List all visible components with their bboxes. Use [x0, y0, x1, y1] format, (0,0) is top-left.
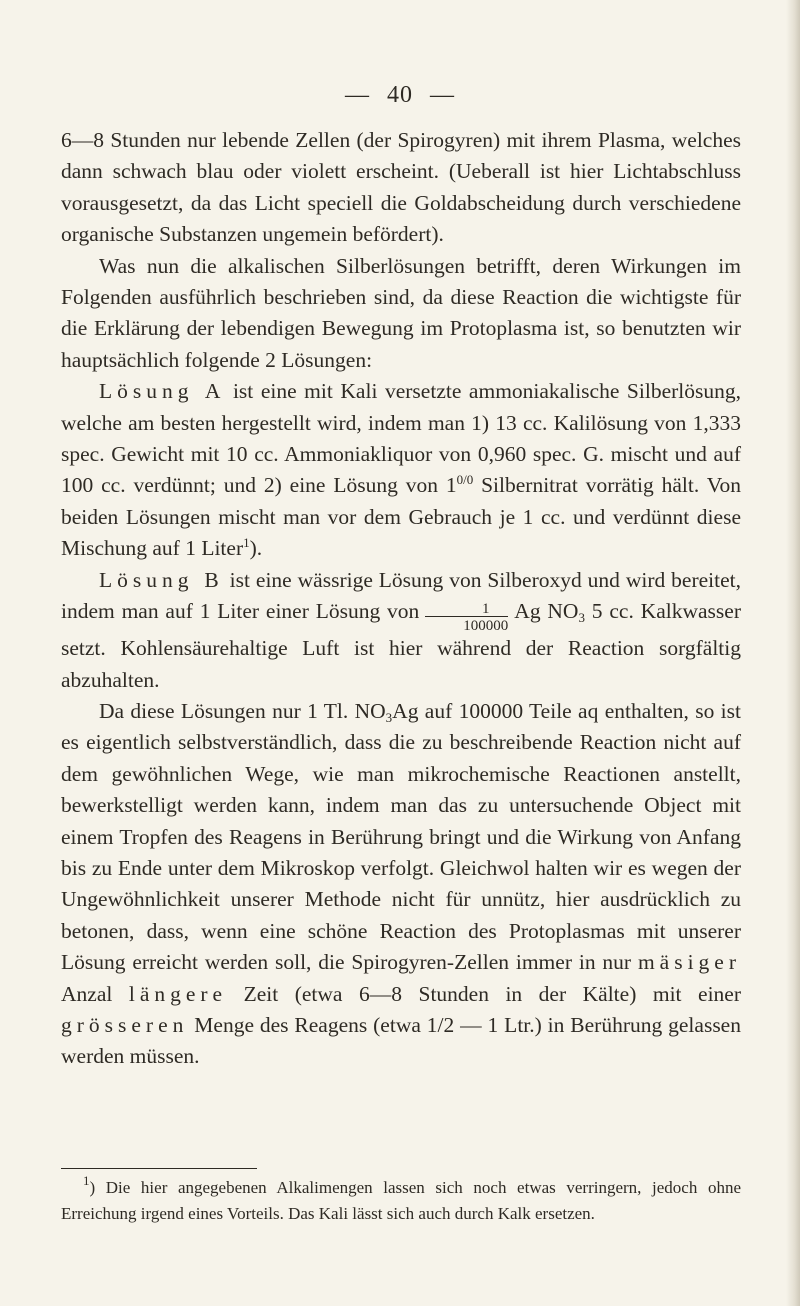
fraction-denominator: 100000	[463, 618, 509, 635]
paragraph-5-text-c: Anzal	[61, 981, 129, 1006]
footnote-text: ) Die hier angegebenen Alkalimengen lassen sich noch etwas verringern, jedoch ohne Erreichung irgend eines Vorteils. Das Kali lässt sich auch durch Kalk ersetzen.	[61, 1178, 741, 1223]
body-text	[61, 125, 741, 1073]
paragraph-5-text-a: Da diese Lösungen nur 1 Tl. NO	[99, 698, 386, 723]
page-header	[0, 82, 800, 109]
fraction-numerator: 1	[425, 602, 508, 617]
spaced-word-laengere: längere	[128, 981, 228, 1006]
paragraph-5-text-e: Menge des Reagens (etwa	[188, 1012, 427, 1037]
paragraph-3-text-a: ist eine mit Kali versetzte ammoniakalische Silberlösung, welche am besten hergestellt wird, indem man 1) 13 cc. Kalilösung von 1,333 spec. Gewicht mit 10 cc. Ammoniakliquor von 0,960 spec. G. mischt und auf 100 cc. verdünnt; und 2) eine Lösung von 1	[61, 379, 741, 498]
half-fraction: 1/2	[426, 1012, 455, 1037]
paragraph-4-formula: Ag NO	[514, 599, 579, 624]
paragraph-4-text-c: 5 cc. Kalkwasser setzt. Kohlensäurehaltige Luft ist hier während der Reaction sorgfältig abzuhalten.	[61, 599, 741, 692]
spaced-word-groesseren: grösseren	[61, 1012, 189, 1037]
spaced-word-maesiger: mäsiger	[637, 950, 741, 975]
paragraph-3	[61, 376, 741, 564]
formula-subscript: 3	[578, 610, 585, 626]
footnote-reference: 1	[243, 535, 250, 551]
paragraph-5	[61, 696, 741, 1073]
paragraph-3-text-b: Silbernitrat vorrätig hält. Von beiden Lösungen mischt man vor dem Gebrauch je 1 cc. und verdünnt diese Mischung auf 1 Liter	[61, 473, 741, 561]
page-number: 40	[387, 82, 413, 108]
footnote	[61, 1175, 741, 1227]
paragraph-2: Was nun die alkalischen Silberlösungen betrifft, deren Wirkungen im Folgenden ausführlich beschrieben sind, da diese Reaction die wichtigste für die Erklärung der lebendigen Bewegung im Protoplasma ist, so benutzten wir hauptsächlich folgende 2 Lösungen:	[61, 253, 741, 372]
paragraph-5-text-f: — 1 Ltr.) in Berührung gelassen werden müssen.	[61, 1012, 741, 1069]
page-edge-shadow	[786, 0, 800, 1306]
paragraph-3-text-c: ).	[249, 536, 263, 561]
footnote-mark: 1	[83, 1173, 90, 1188]
header-dash-right: —	[430, 82, 455, 108]
paragraph-4-text-a: ist eine wässrige Lösung von Silberoxyd und wird bereitet, indem man auf 1 Liter einer Lösung von	[61, 567, 741, 624]
header-dash-left: —	[345, 82, 370, 108]
footnote-paragraph	[61, 1175, 741, 1227]
percent-sign: 0/0	[456, 472, 474, 488]
solution-a-label: Lösung A	[99, 379, 226, 404]
paragraph-4	[61, 565, 741, 696]
paragraph-1: 6—8 Stunden nur lebende Zellen (der Spirogyren) mit ihrem Plasma, welches dann schwach blau oder violett erscheint. (Ueberall ist hier Lichtabschluss vorausgesetzt, da das Licht speciell die Goldabscheidung durch verschiedene organische Substanzen ungemein befördert).	[61, 128, 741, 247]
formula-subscript-2: 3	[385, 709, 393, 725]
footnote-divider	[61, 1168, 257, 1169]
paragraph-5-text-d: Zeit (etwa 6—8 Stunden in der Kälte) mit einer	[227, 981, 741, 1006]
fraction	[425, 602, 508, 633]
paragraph-5-text-b: Ag auf 100000 Teile aq enthalten, so ist es eigentlich selbstverständlich, dass die zu beschreibende Reaction nicht auf dem gewöhnlichen Wege, wie man mikrochemische Reactionen anstellt, bewerkstelligt werden kann, indem man das zu untersuchende Object mit einem Tropfen des Reagens in Berührung bringt und die Wirkung von Anfang bis zu Ende unter dem Mikroskop verfolgt. Gleichwol halten wir es wegen der Ungewöhnlichkeit unserer Methode nicht für unnütz, hier ausdrücklich zu betonen, dass, wenn eine schöne Reaction des Protoplasmas mit unserer Lösung erreicht werden soll, die Spirogyren-Zellen immer in nur	[61, 698, 741, 975]
solution-b-label: Lösung B	[99, 567, 224, 592]
